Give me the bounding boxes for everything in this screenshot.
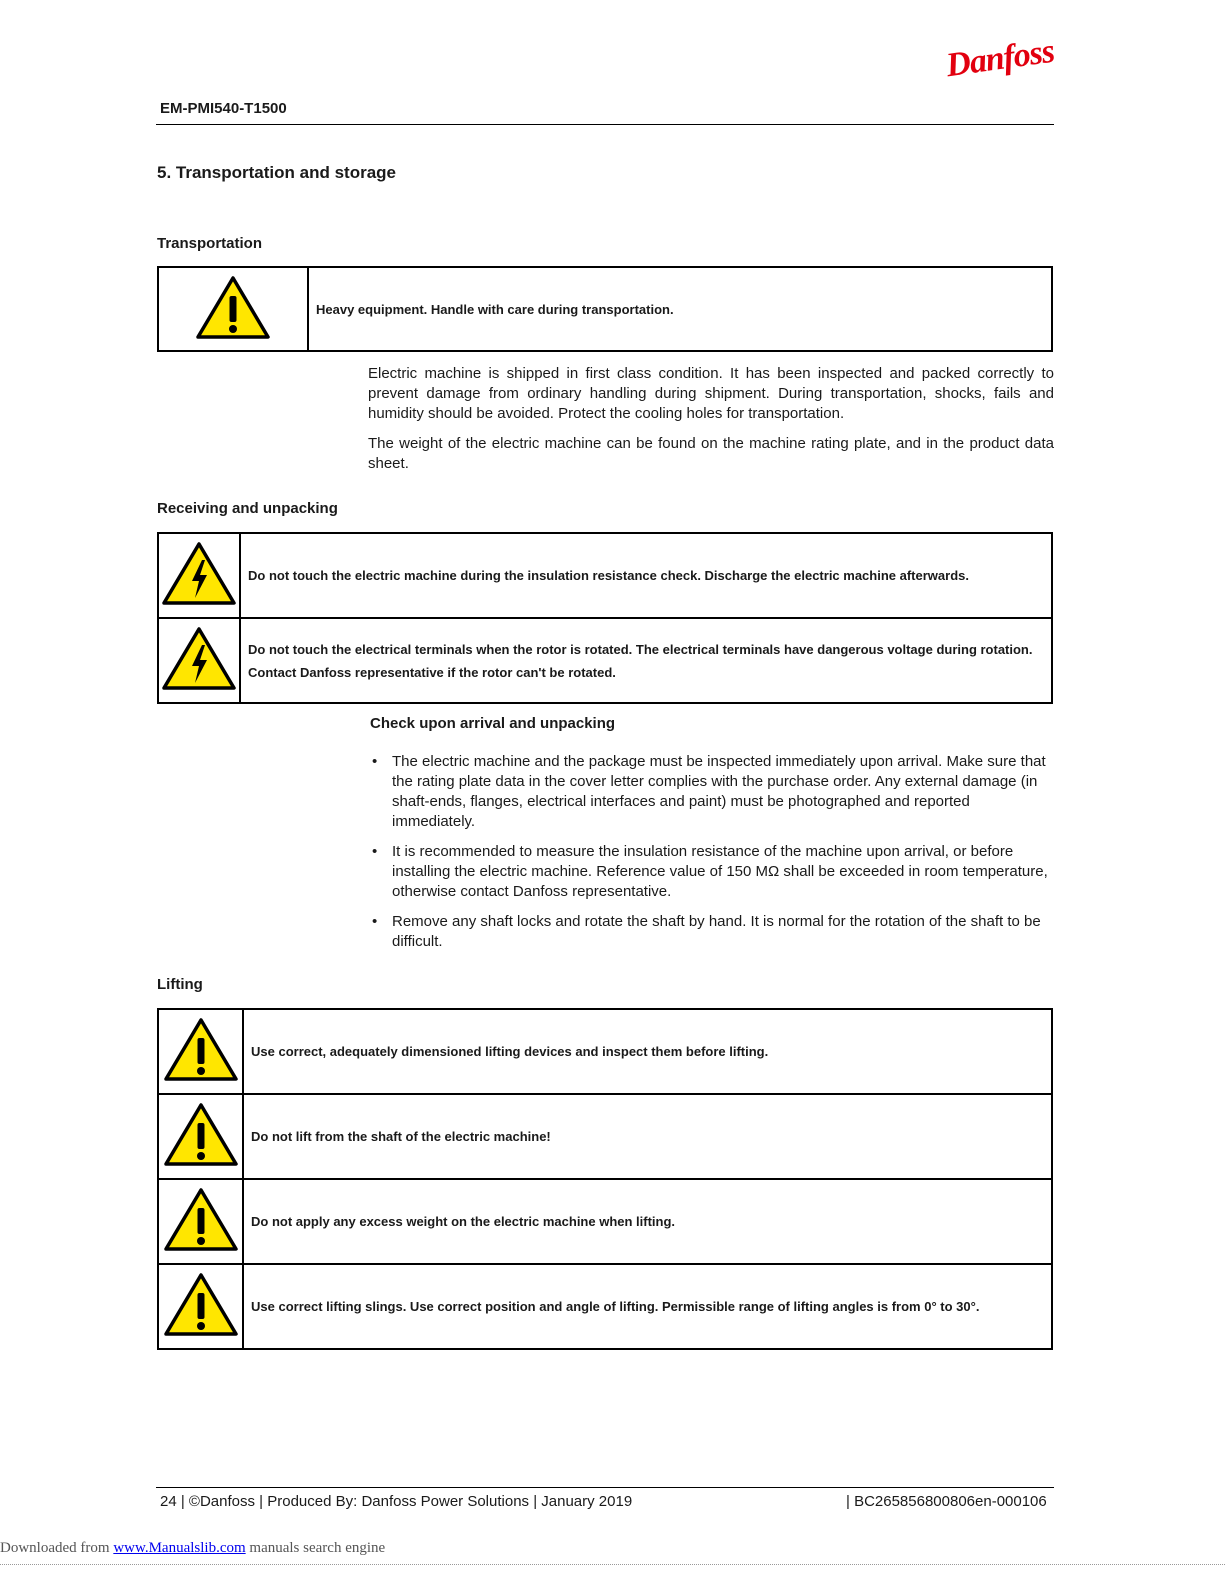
exclamation-warning-icon	[163, 1101, 239, 1167]
transportation-paragraph-1: Electric machine is shipped in first class condition. It has been inspected and packed correctly to prevent damage from ordinary handling during shipment. During transportation, shocks, fails and humidity should be avoided. Protect the cooling holes for transportation.	[368, 365, 1054, 422]
footer-doc-code: | BC265856800806en-000106	[846, 1493, 1047, 1510]
warning-icon-cell	[158, 1264, 243, 1349]
manualslib-link[interactable]: www.Manualslib.com	[113, 1540, 246, 1556]
warning-text: Use correct, adequately dimensioned lifting devices and inspect them before lifting.	[243, 1009, 1052, 1094]
warning-icon-cell	[158, 267, 308, 351]
exclamation-warning-icon	[163, 1186, 239, 1252]
warning-text: Do not lift from the shaft of the electric machine!	[243, 1094, 1052, 1179]
list-item	[370, 842, 1056, 902]
bullet-icon: •	[372, 843, 378, 860]
high-voltage-warning-icon	[161, 540, 237, 606]
warning-text: Do not touch the electrical terminals when the rotor is rotated. The electrical terminals have dangerous voltage during rotation. Contact Danfoss representative if the rotor can't be rotated.	[240, 618, 1052, 703]
warning-row	[158, 267, 1052, 351]
warning-row	[158, 1094, 1052, 1179]
exclamation-warning-icon	[195, 274, 271, 340]
warning-row	[158, 1264, 1052, 1349]
high-voltage-warning-icon	[161, 625, 237, 691]
download-prefix: Downloaded from	[0, 1540, 110, 1556]
warning-text: Do not touch the electric machine during the insulation resistance check. Discharge the electric machine afterwards.	[240, 533, 1052, 618]
header-rule	[156, 124, 1054, 125]
danfoss-logo: Danfoss	[943, 32, 1057, 85]
receiving-heading: Receiving and unpacking	[157, 500, 338, 517]
footer-rule	[156, 1487, 1054, 1488]
section-title: 5. Transportation and storage	[157, 163, 396, 182]
check-arrival-heading: Check upon arrival and unpacking	[370, 715, 616, 732]
download-suffix: manuals search engine	[249, 1540, 386, 1556]
warning-icon-cell	[158, 1094, 243, 1179]
warning-icon-cell	[158, 1179, 243, 1264]
list-item	[370, 912, 1056, 952]
exclamation-warning-icon	[163, 1016, 239, 1082]
list-item-text: It is recommended to measure the insulation resistance of the machine upon arrival, or before installing the electric machine. Reference value of 150 MΩ shall be exceeded in room temperature, otherwise contact Danfoss representative.	[392, 843, 1048, 900]
lifting-warning-table	[157, 1008, 1053, 1350]
exclamation-warning-icon	[163, 1271, 239, 1337]
transportation-warning-table	[157, 266, 1053, 352]
download-attribution	[0, 1540, 385, 1557]
warning-row	[158, 533, 1052, 618]
warning-text: Do not apply any excess weight on the electric machine when lifting.	[243, 1179, 1052, 1264]
footer-left-text: 24 | ©Danfoss | Produced By: Danfoss Power Solutions | January 2019	[160, 1493, 633, 1510]
lifting-heading: Lifting	[157, 976, 203, 993]
receiving-warning-table	[157, 532, 1053, 704]
warning-icon-cell	[158, 533, 240, 618]
bullet-icon: •	[372, 913, 378, 930]
bullet-icon: •	[372, 753, 378, 770]
warning-text: Heavy equipment. Handle with care during transportation.	[308, 267, 1052, 351]
list-item-text: The electric machine and the package must be inspected immediately upon arrival. Make sure that the rating plate data in the cover letter complies with the purchase order. Any external damage (in shaft-ends, flanges, electrical interfaces and paint) must be photographed and reported immediately.	[392, 753, 1046, 830]
document-id: EM-PMI540-T1500	[160, 100, 287, 117]
transportation-heading: Transportation	[157, 235, 263, 252]
check-arrival-list	[370, 752, 1056, 962]
page-bottom-border	[0, 1564, 1225, 1565]
list-item	[370, 752, 1056, 832]
warning-row	[158, 618, 1052, 703]
list-item-text: Remove any shaft locks and rotate the shaft by hand. It is normal for the rotation of the shaft to be difficult.	[392, 913, 1041, 950]
warning-text: Use correct lifting slings. Use correct position and angle of lifting. Permissible range of lifting angles is from 0° to 30°.	[243, 1264, 1052, 1349]
transportation-paragraph-2: The weight of the electric machine can be found on the machine rating plate, and in the product data sheet.	[368, 435, 1054, 472]
warning-icon-cell	[158, 618, 240, 703]
warning-row	[158, 1179, 1052, 1264]
warning-icon-cell	[158, 1009, 243, 1094]
warning-row	[158, 1009, 1052, 1094]
